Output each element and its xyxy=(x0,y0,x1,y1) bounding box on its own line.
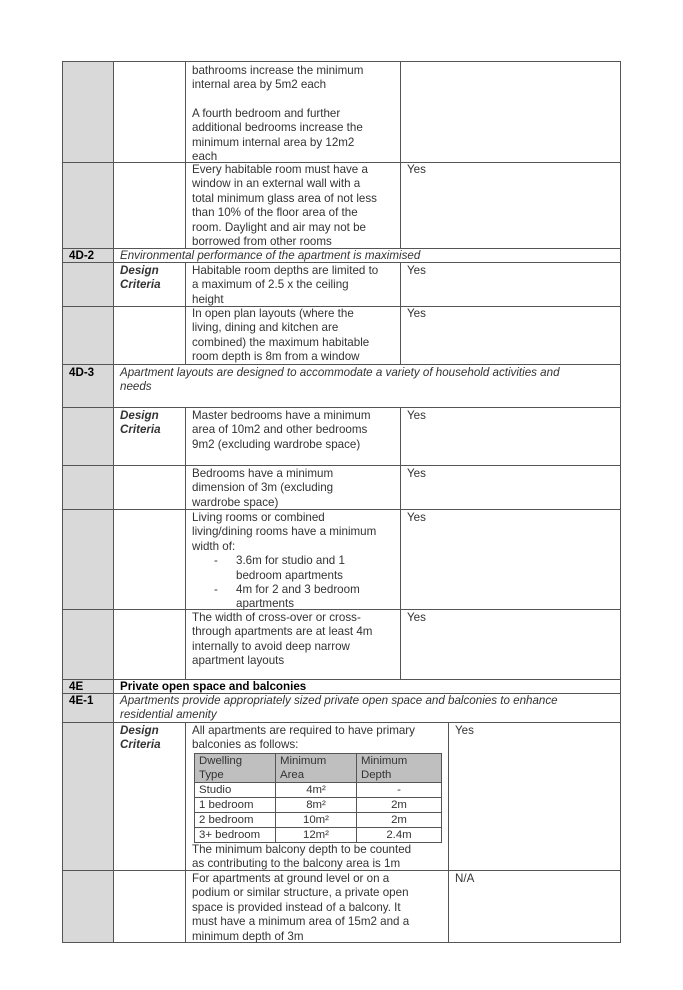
design-criteria-label xyxy=(113,408,185,466)
header-line: Area xyxy=(280,768,305,781)
bullet-line: 4m for 2 and 3 bedroom xyxy=(236,583,360,597)
criteria-cell xyxy=(185,466,400,510)
balcony-requirements-table xyxy=(194,753,442,843)
criteria-line: room depth is 8m from a window xyxy=(192,350,360,364)
criteria-line: minimum depth of 3m xyxy=(192,929,304,943)
design-criteria-label xyxy=(113,263,185,307)
criteria-line: Master bedrooms have a minimum xyxy=(192,409,371,422)
objective-row xyxy=(62,365,621,408)
header-line: Minimum xyxy=(280,754,327,767)
criteria-line: must have a minimum area of 15m2 and a xyxy=(192,915,410,929)
criteria-line: combined) the maximum habitable xyxy=(192,335,370,349)
table-row xyxy=(62,408,621,466)
criteria-line: Every habitable room must have a xyxy=(192,163,368,176)
dash-marker: - xyxy=(214,583,218,597)
compliance-value: Yes xyxy=(455,724,474,737)
objective-row xyxy=(62,694,621,723)
table-header-row xyxy=(195,753,442,782)
compliance-cell xyxy=(448,871,621,943)
minimum-depth: 2m xyxy=(357,812,442,827)
objective-text xyxy=(113,694,621,723)
minimum-area: 12m² xyxy=(276,827,357,842)
criteria-line: podium or similar structure, a private open xyxy=(192,886,409,900)
minimum-depth: - xyxy=(357,782,442,797)
criteria-line: The minimum balcony depth to be counted xyxy=(192,842,412,856)
criteria-cell xyxy=(185,307,400,365)
objective-line: Apartments provide appropriately sized private open space and balconies to enhance xyxy=(120,694,558,707)
section-id-cell xyxy=(62,263,113,307)
criteria-line: living/dining rooms have a minimum xyxy=(192,525,377,539)
criteria-line: area of 10m2 and other bedrooms xyxy=(192,423,368,437)
dash-marker: - xyxy=(214,554,218,568)
criteria-cell xyxy=(185,510,400,610)
criteria-cell xyxy=(185,263,400,307)
table-row xyxy=(62,510,621,610)
criteria-cell xyxy=(185,163,400,249)
table-row xyxy=(62,466,621,510)
objective-row xyxy=(62,249,621,263)
compliance-value: Yes xyxy=(407,307,426,320)
criteria-line: internally to avoid deep narrow xyxy=(192,639,350,653)
label-cell xyxy=(113,163,185,249)
table-row xyxy=(62,871,621,943)
compliance-cell xyxy=(400,510,621,610)
criteria-cell xyxy=(185,408,400,466)
criteria-line: internal area by 5m2 each xyxy=(192,78,327,92)
section-id-cell xyxy=(62,408,113,466)
compliance-cell xyxy=(400,307,621,365)
label-cell xyxy=(113,610,185,680)
criteria-cell xyxy=(185,723,448,871)
design-criteria-label xyxy=(113,723,185,871)
compliance-cell xyxy=(400,263,621,307)
compliance-value: Yes xyxy=(407,409,426,422)
criteria-cell xyxy=(185,871,448,943)
table-row xyxy=(62,61,621,163)
table-row xyxy=(195,782,442,797)
section-id-cell xyxy=(62,610,113,680)
table-row xyxy=(62,307,621,365)
compliance-cell xyxy=(400,610,621,680)
table-row xyxy=(195,812,442,827)
criteria-line: total minimum glass area of not less xyxy=(192,191,377,205)
criteria-line: a maximum of 2.5 x the ceiling xyxy=(192,278,349,292)
bullet-item xyxy=(192,583,394,610)
bullet-item xyxy=(192,554,394,583)
criteria-line: room. Daylight and air may not be xyxy=(192,220,366,234)
label-line: Design xyxy=(120,724,159,737)
compliance-cell xyxy=(400,61,621,163)
bullet-line: 3.6m for studio and 1 xyxy=(236,554,345,568)
minimum-depth: 2.4m xyxy=(357,827,442,842)
dwelling-type: 3+ bedroom xyxy=(195,827,276,842)
section-id-cell xyxy=(62,307,113,365)
criteria-line: additional bedrooms increase the xyxy=(192,121,363,135)
label-cell xyxy=(113,510,185,610)
criteria-line: width of: xyxy=(192,539,236,553)
section-id: 4E-1 xyxy=(62,694,113,723)
compliance-cell xyxy=(400,466,621,510)
criteria-line: 9m2 (excluding wardrobe space) xyxy=(192,437,361,451)
table-row xyxy=(195,827,442,842)
label-cell xyxy=(113,466,185,510)
minimum-area: 4m² xyxy=(276,782,357,797)
criteria-line: minimum internal area by 12m2 xyxy=(192,135,355,149)
table-row xyxy=(62,163,621,249)
criteria-line: as contributing to the balcony area is 1m xyxy=(192,857,401,871)
dwelling-type: 2 bedroom xyxy=(195,812,276,827)
criteria-line: In open plan layouts (where the xyxy=(192,307,354,320)
compliance-value: Yes xyxy=(407,163,426,176)
header-line: Depth xyxy=(361,768,392,781)
label-line: Criteria xyxy=(120,738,161,752)
criteria-line: window in an external wall with a xyxy=(192,177,361,191)
table-row xyxy=(62,723,621,871)
header-dwelling-type xyxy=(195,753,276,782)
criteria-cell xyxy=(185,610,400,680)
section-id-cell xyxy=(62,871,113,943)
section-id-cell xyxy=(62,61,113,163)
criteria-line: borrowed from other rooms xyxy=(192,235,332,249)
criteria-line: All apartments are required to have primary xyxy=(192,724,415,737)
header-minimum-area xyxy=(276,753,357,782)
objective-text xyxy=(113,365,621,408)
table-row xyxy=(62,263,621,307)
section-id: 4D-3 xyxy=(62,365,113,408)
minimum-area: 8m² xyxy=(276,797,357,812)
section-id: 4E xyxy=(62,680,113,694)
label-cell xyxy=(113,61,185,163)
criteria-line: A fourth bedroom and further xyxy=(192,106,341,120)
table-row xyxy=(62,610,621,680)
criteria-line: through apartments are at least 4m xyxy=(192,625,373,639)
label-line: Design xyxy=(120,264,159,277)
criteria-line: living, dining and kitchen are xyxy=(192,321,339,335)
criteria-line: Habitable room depths are limited to xyxy=(192,264,379,277)
minimum-depth: 2m xyxy=(357,797,442,812)
compliance-value: N/A xyxy=(455,872,475,885)
criteria-line: balconies as follows: xyxy=(192,738,299,752)
section-id-cell xyxy=(62,163,113,249)
criteria-cell xyxy=(185,61,400,163)
compliance-cell xyxy=(448,723,621,871)
section-heading-row xyxy=(62,680,621,694)
section-id-cell xyxy=(62,510,113,610)
bullet-line: bedroom apartments xyxy=(236,568,343,582)
label-line: Criteria xyxy=(120,278,161,292)
criteria-line: apartment layouts xyxy=(192,654,285,668)
dwelling-type: Studio xyxy=(195,782,276,797)
criteria-line: The width of cross-over or cross- xyxy=(192,611,361,624)
criteria-line: wardrobe space) xyxy=(192,495,279,509)
objective-line: Apartment layouts are designed to accommodate a variety of household activities and xyxy=(120,366,560,379)
section-id-cell xyxy=(62,723,113,871)
compliance-value: Yes xyxy=(407,264,426,277)
compliance-value: Yes xyxy=(407,611,426,624)
header-line: Dwelling xyxy=(199,754,243,767)
minimum-area: 10m² xyxy=(276,812,357,827)
criteria-line: dimension of 3m (excluding xyxy=(192,481,334,495)
criteria-line: Living rooms or combined xyxy=(192,511,325,524)
criteria-line: space is provided instead of a balcony. It xyxy=(192,900,401,914)
criteria-line: each xyxy=(192,150,218,163)
table-row xyxy=(195,797,442,812)
header-line: Minimum xyxy=(361,754,408,767)
objective-line: needs xyxy=(120,380,152,394)
criteria-line: height xyxy=(192,292,224,306)
objective-line: residential amenity xyxy=(120,708,217,722)
bullet-line: apartments xyxy=(236,597,294,610)
criteria-line: For apartments at ground level or on a xyxy=(192,872,390,885)
header-minimum-depth xyxy=(357,753,442,782)
label-line: Design xyxy=(120,409,159,422)
criteria-line: than 10% of the floor area of the xyxy=(192,206,358,220)
objective-text: Environmental performance of the apartment is maximised xyxy=(113,249,621,263)
criteria-line: Bedrooms have a minimum xyxy=(192,467,334,480)
compliance-cell xyxy=(400,408,621,466)
label-cell xyxy=(113,871,185,943)
dwelling-type: 1 bedroom xyxy=(195,797,276,812)
label-cell xyxy=(113,307,185,365)
section-id: 4D-2 xyxy=(62,249,113,263)
section-id-cell xyxy=(62,466,113,510)
header-line: Type xyxy=(199,768,224,781)
section-heading: Private open space and balconies xyxy=(113,680,621,694)
criteria-line: bathrooms increase the minimum xyxy=(192,64,364,77)
compliance-cell xyxy=(400,163,621,249)
compliance-value: Yes xyxy=(407,511,426,524)
label-line: Criteria xyxy=(120,423,161,437)
compliance-value: Yes xyxy=(407,467,426,480)
